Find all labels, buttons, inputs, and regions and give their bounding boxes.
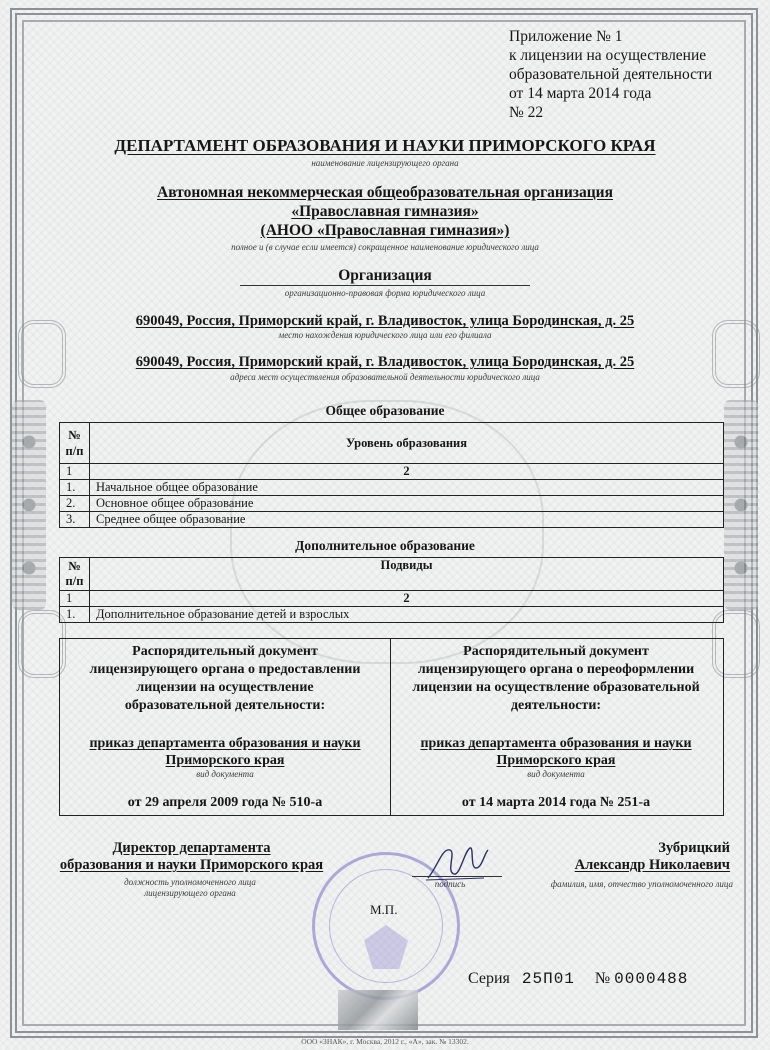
row-num: 2.	[60, 496, 90, 512]
general-education-title: Общее образование	[325, 403, 445, 418]
legal-form-caption: организационно-правовая форма юридического лица	[284, 288, 486, 298]
col-subtypes-header: Подвиды	[90, 558, 724, 591]
signatory-name-caption: фамилия, имя, отчество уполномоченного лица	[550, 879, 733, 889]
reissue-order-column	[391, 639, 721, 811]
left-ornament	[12, 400, 46, 610]
row-text: Основное общее образование	[90, 496, 724, 512]
legal-form-underline	[240, 285, 530, 286]
right-ornament	[724, 400, 758, 610]
table-row	[60, 480, 724, 496]
table-index-row	[60, 591, 724, 607]
legal-address-caption: место нахождения юридического лица или его филиала	[278, 330, 492, 340]
reissue-order-date: от 14 марта 2014 года № 251-а	[461, 795, 651, 810]
index-cell: 2	[90, 591, 724, 607]
additional-education-title: Дополнительное образование	[295, 538, 475, 553]
activity-address-caption: адреса мест осуществления образовательной деятельности юридического лица	[230, 372, 540, 382]
table-header-row	[60, 558, 724, 591]
index-cell: 1	[60, 464, 90, 480]
row-text: Начальное общее образование	[90, 480, 724, 496]
authority-name: ДЕПАРТАМЕНТ ОБРАЗОВАНИЯ И НАУКИ ПРИМОРСКОГО КРАЯ	[114, 136, 656, 155]
index-cell: 2	[90, 464, 724, 480]
row-text: Дополнительное образование детей и взрослых	[90, 607, 724, 623]
row-text: Среднее общее образование	[90, 512, 724, 528]
number-label: №	[594, 970, 611, 987]
row-num: 3.	[60, 512, 90, 528]
appendix-header: Приложение № 1 к лицензии на осуществление образовательной деятельности от 14 марта 2014 года № 22	[509, 28, 713, 121]
index-cell: 1	[60, 591, 90, 607]
table-header-row	[60, 423, 724, 464]
hologram-sticker	[338, 990, 418, 1030]
activity-address: 690049, Россия, Приморский край, г. Владивосток, улица Бородинская, д. 25	[135, 354, 635, 370]
signature-line	[412, 876, 502, 877]
signatory-position: Директор департамента образования и науки Приморского края	[59, 840, 324, 873]
table-row	[60, 496, 724, 512]
stamp-place-label: М.П.	[370, 902, 398, 917]
signatory-name: Зубрицкий Александр Николаевич	[574, 840, 730, 873]
table-row	[60, 607, 724, 623]
series-value: 25П01	[521, 970, 575, 988]
grant-order-date: от 29 апреля 2009 года № 510-а	[127, 795, 323, 810]
series-label: Серия	[468, 970, 510, 987]
authority-caption: наименование лицензирующего органа	[311, 158, 459, 168]
table-index-row	[60, 464, 724, 480]
organization-caption: полное и (в случае если имеется) сокращенное наименование юридического лица	[231, 242, 539, 252]
signature-caption: подпись	[434, 879, 466, 889]
form-serial	[468, 970, 728, 988]
col-level-header: Уровень образования	[90, 423, 724, 464]
grant-order-kind-caption: вид документа	[196, 769, 254, 779]
grant-order-heading: Распорядительный документ лицензирующего органа о предоставлении лицензии на осуществление образовательной деятельности:	[89, 644, 361, 713]
organization-name: Автономная некоммерческая общеобразовательная организация «Православная гимназия» (АНОО «Православная гимназия»)	[157, 184, 613, 239]
row-num: 1.	[60, 607, 90, 623]
printer-imprint: ООО «ЗНАК», г. Москва, 2012 г., «А», зак. № 13302.	[301, 1037, 469, 1046]
grant-order-column	[60, 639, 390, 811]
reissue-order-type: приказ департамента образования и науки Приморского края	[420, 736, 692, 768]
number-value: 0000488	[614, 970, 689, 988]
col-num-header: № п/п	[60, 558, 90, 591]
col-num-header: № п/п	[60, 423, 90, 464]
legal-address: 690049, Россия, Приморский край, г. Владивосток, улица Бородинская, д. 25	[135, 313, 635, 329]
table-row	[60, 512, 724, 528]
grant-order-type: приказ департамента образования и науки Приморского края	[89, 736, 361, 768]
reissue-order-heading: Распорядительный документ лицензирующего органа о переоформлении лицензии на осуществление образовательной деятельности:	[412, 644, 700, 713]
additional-education-table	[59, 557, 724, 623]
reissue-order-kind-caption: вид документа	[527, 769, 585, 779]
row-num: 1.	[60, 480, 90, 496]
legal-form: Организация	[338, 267, 432, 284]
general-education-table	[59, 422, 724, 528]
signatory-position-caption: должность уполномоченного лица лицензирующего органа	[124, 877, 256, 898]
orders-box	[59, 638, 724, 816]
